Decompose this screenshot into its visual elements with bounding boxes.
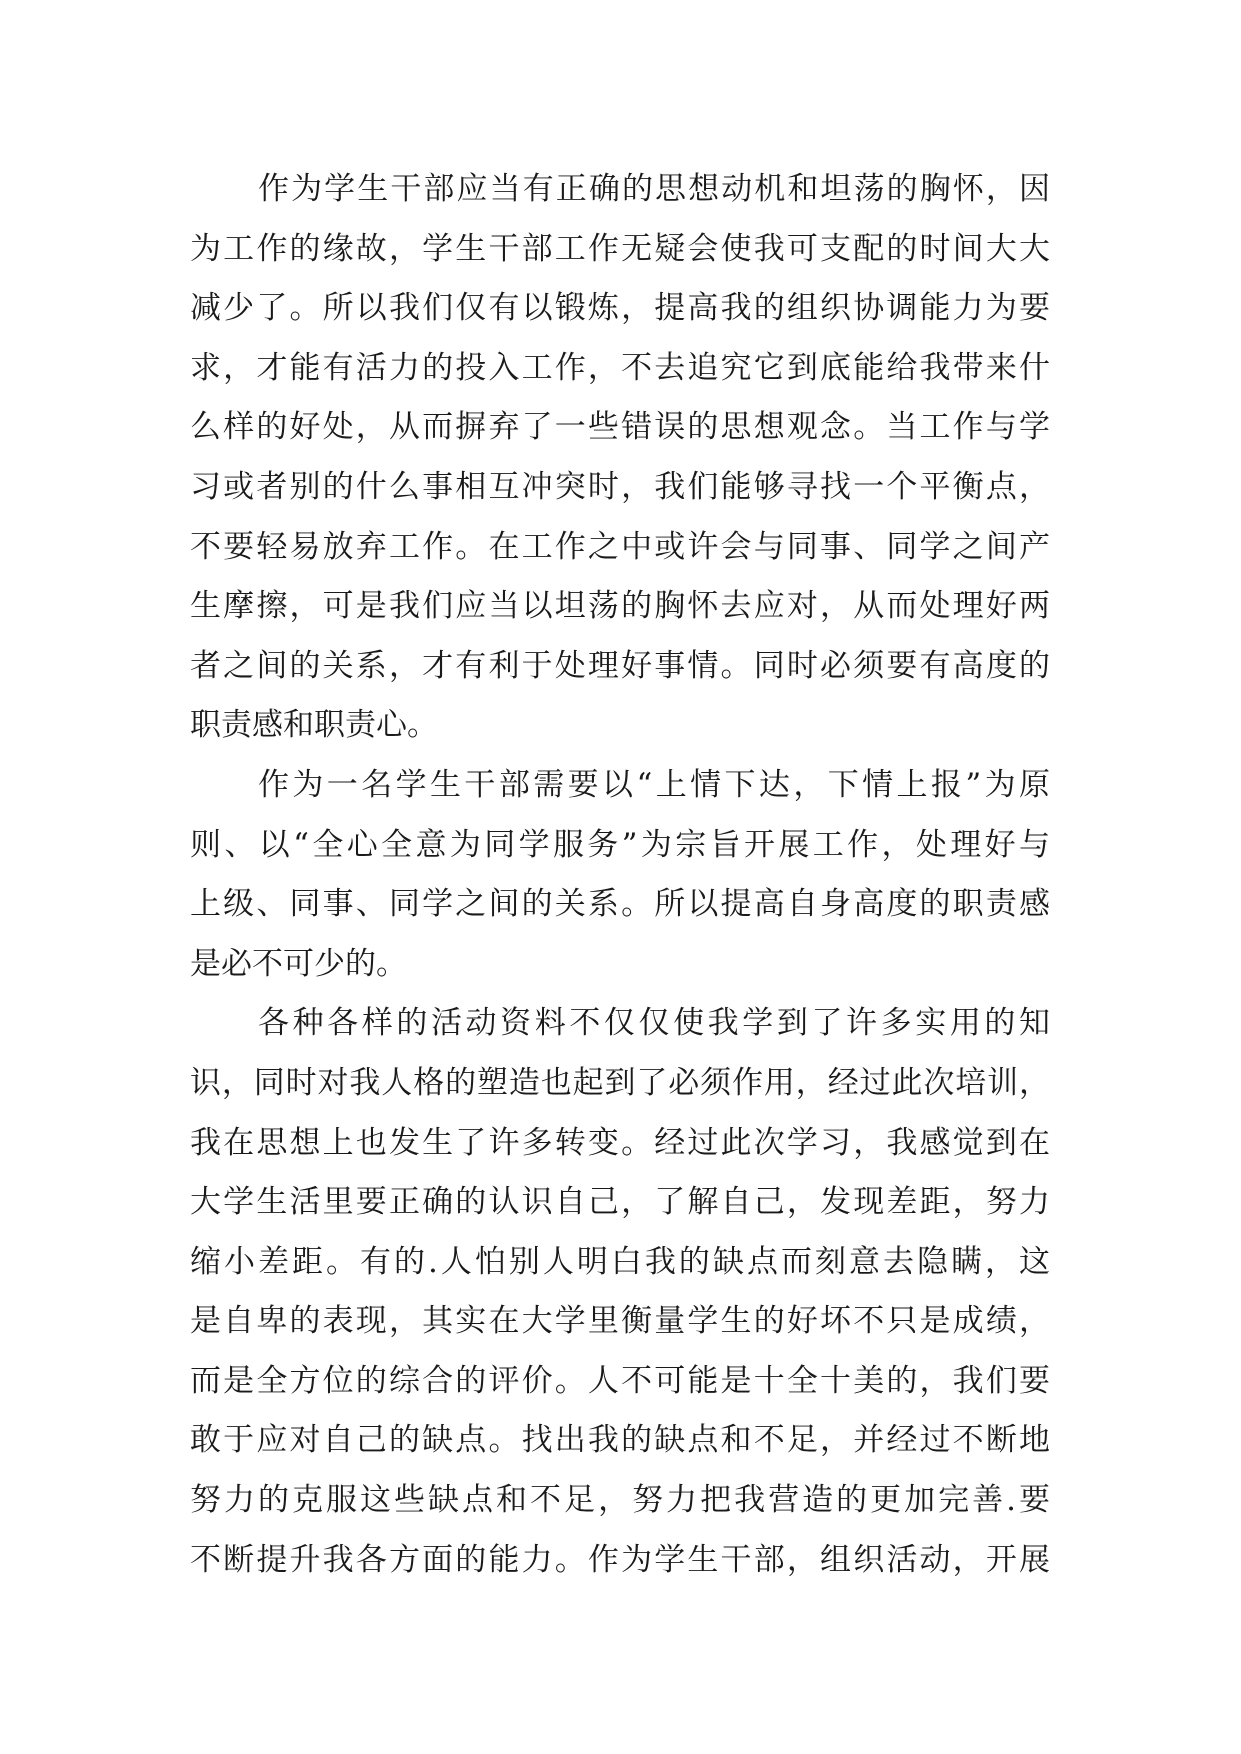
text-line: 是自卑的表现，其实在大学里衡量学生的好坏不只是成绩，	[190, 1303, 1050, 1340]
text-line: 而是全方位的综合的评价。人不可能是十全十美的，我们要	[190, 1362, 1050, 1399]
text-line: 识，同时对我人格的塑造也起到了必须作用，经过此次培训，	[190, 1064, 1050, 1101]
text-line: 者之间的关系，才有利于处理好事情。同时必须要有高度的	[190, 647, 1050, 684]
text-line: 缩小差距。有的.人怕别人明白我的缺点而刻意去隐瞒，这	[190, 1243, 1050, 1280]
body-text	[190, 160, 1050, 1590]
text-line: 上级、同事、同学之间的关系。所以提高自身高度的职责感	[190, 886, 1050, 923]
text-line: 职责感和职责心。	[190, 707, 438, 744]
text-line: 么样的好处，从而摒弃了一些错误的思想观念。当工作与学	[190, 409, 1050, 446]
text-line: 求，才能有活力的投入工作，不去追究它到底能给我带来什	[190, 349, 1050, 386]
text-line: 不要轻易放弃工作。在工作之中或许会与同事、同学之间产	[190, 528, 1050, 565]
text-line: 敢于应对自己的缺点。找出我的缺点和不足，并经过不断地	[190, 1422, 1050, 1459]
text-line: 减少了。所以我们仅有以锻炼，提高我的组织协调能力为要	[190, 290, 1050, 327]
text-line: 为工作的缘故，学生干部工作无疑会使我可支配的时间大大	[190, 230, 1050, 267]
text-line: 作为学生干部应当有正确的思想动机和坦荡的胸怀，因	[258, 171, 1050, 207]
text-line: 作为一名学生干部需要以“上情下达，下情上报”为原	[258, 766, 1050, 803]
text-line: 习或者别的什么事相互冲突时，我们能够寻找一个平衡点，	[190, 468, 1050, 505]
text-line: 是必不可少的。	[190, 945, 407, 982]
text-line: 努力的克服这些缺点和不足，努力把我营造的更加完善.要	[190, 1482, 1050, 1519]
text-line: 生摩擦，可是我们应当以坦荡的胸怀去应对，从而处理好两	[190, 588, 1050, 625]
text-line: 各种各样的活动资料不仅仅使我学到了许多实用的知	[258, 1005, 1050, 1042]
text-line: 不断提升我各方面的能力。作为学生干部，组织活动，开展	[190, 1541, 1050, 1578]
text-line: 大学生活里要正确的认识自己，了解自己，发现差距，努力	[190, 1184, 1050, 1221]
text-line: 则、以“全心全意为同学服务”为宗旨开展工作，处理好与	[190, 826, 1050, 863]
text-line: 我在思想上也发生了许多转变。经过此次学习，我感觉到在	[190, 1124, 1050, 1161]
